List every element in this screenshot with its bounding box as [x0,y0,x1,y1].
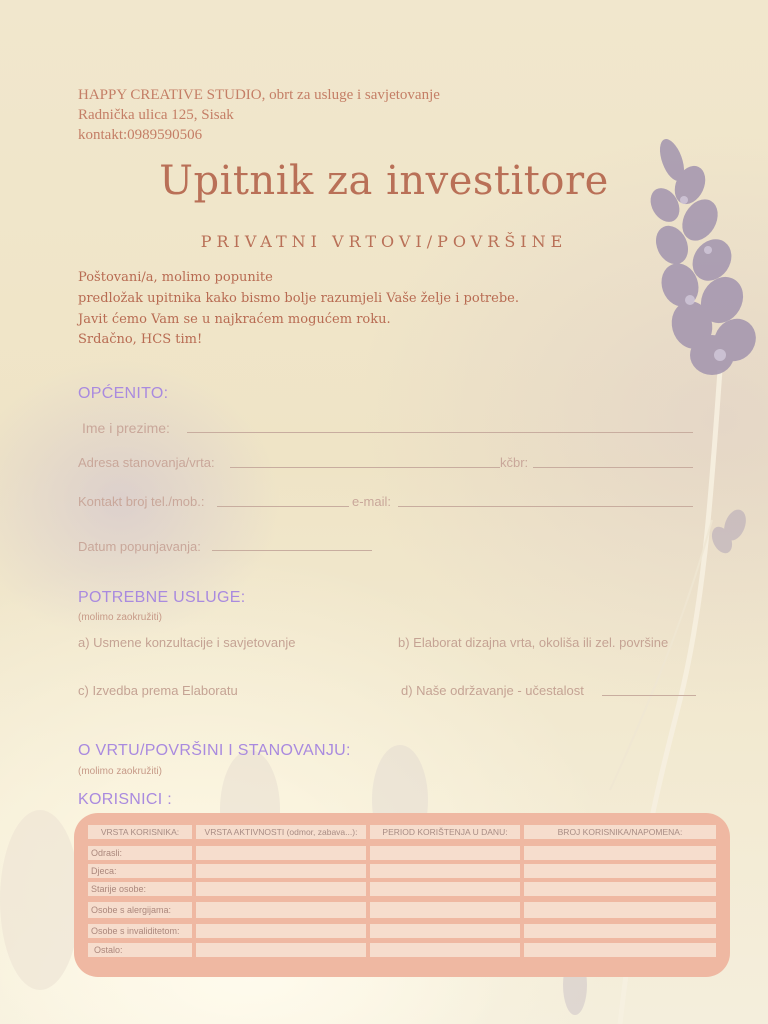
service-option-d[interactable]: d) Naše održavanje - učestalost [401,683,584,698]
table-header-activity: VRSTA AKTIVNOSTI (odmor, zabava...): [196,825,366,839]
garden-note: (molimo zaokružiti) [78,766,162,777]
table-cell-input[interactable] [196,882,366,896]
intro-line: predložak upitnika kako bismo bolje razumjeli Vaše želje i potrebe. [78,291,519,306]
table-cell-input[interactable] [524,864,716,878]
services-section-heading: POTREBNE USLUGE: [78,589,246,606]
company-address: Radnička ulica 125, Sisak [78,107,234,123]
table-cell-input[interactable] [370,864,520,878]
kcbr-field[interactable] [533,467,693,468]
intro-line: Poštovani/a, molimo popunite [78,270,273,285]
table-cell-input[interactable] [196,902,366,918]
table-row-label: Odrasli: [88,846,192,860]
email-field[interactable] [398,506,693,507]
service-option-a[interactable]: a) Usmene konzultacije i savjetovanje [78,635,296,650]
table-cell-input[interactable] [524,943,716,957]
table-cell-input[interactable] [196,924,366,938]
date-field[interactable] [212,550,372,551]
table-cell-input[interactable] [370,924,520,938]
kcbr-label: kčbr: [500,455,529,470]
table-cell-input[interactable] [370,846,520,860]
table-cell-input[interactable] [524,846,716,860]
table-row-label: Osobe s invaliditetom: [88,924,192,938]
table-cell-input[interactable] [196,864,366,878]
company-name: HAPPY CREATIVE STUDIO, obrt za usluge i savjetovanje [78,87,440,103]
table-cell-input[interactable] [196,846,366,860]
table-header-user-type: VRSTA KORISNIKA: [88,825,192,839]
table-header-period: PERIOD KORIŠTENJA U DANU: [370,825,520,839]
intro-line: Javit ćemo Vam se u najkraćem mogućem roku. [78,312,391,327]
table-cell-input[interactable] [196,943,366,957]
table-cell-input[interactable] [524,924,716,938]
services-note: (molimo zaokružiti) [78,612,162,623]
garden-section-heading: O VRTU/POVRŠINI I STANOVANJU: [78,742,351,759]
address-field[interactable] [230,467,500,468]
table-cell-input[interactable] [370,882,520,896]
phone-field[interactable] [217,506,349,507]
table-cell-input[interactable] [370,902,520,918]
table-cell-input[interactable] [524,902,716,918]
table-row-label: Osobe s alergijama: [88,902,192,918]
service-option-b[interactable]: b) Elaborat dizajna vrta, okoliša ili zel. površine [398,635,669,650]
phone-label: Kontakt broj tel./mob.: [78,494,205,509]
table-row-label: Starije osobe: [88,882,192,896]
intro-line: Srdačno, HCS tim! [78,332,203,347]
name-field[interactable] [187,432,693,433]
users-heading: KORISNICI : [78,791,172,808]
page-subtitle: PRIVATNI VRTOVI/POVRŠINE [200,232,568,251]
page-title: Upitnik za investitore [159,158,609,204]
company-contact: kontakt:0989590506 [78,127,203,143]
address-label: Adresa stanovanja/vrta: [78,455,215,470]
table-row-label: Ostalo: [88,943,192,957]
table-cell-input[interactable] [524,882,716,896]
table-row-label: Djeca: [88,864,192,878]
users-table-grid [88,825,716,967]
table-header-count-note: BROJ KORISNIKA/NAPOMENA: [524,825,716,839]
date-label: Datum popunjavanja: [78,539,201,554]
table-cell-input[interactable] [370,943,520,957]
maintenance-frequency-field[interactable] [602,695,696,696]
name-label: Ime i prezime: [82,420,170,436]
users-table [74,813,730,977]
service-option-c[interactable]: c) Izvedba prema Elaboratu [78,683,238,698]
general-section-heading: OPĆENITO: [78,385,169,402]
email-label: e-mail: [352,494,392,509]
